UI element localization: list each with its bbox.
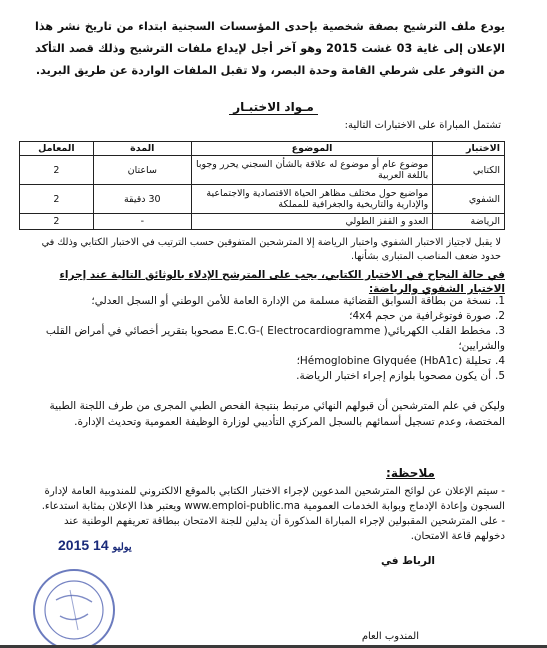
remarks-title: ملاحظة: [386,466,435,480]
header-subject: الموضوع [191,142,432,156]
list-number: 3. [494,325,505,337]
exam-table [19,141,505,230]
table-row [20,185,505,214]
final-paragraph: وليكن في علم المترشحين أن قبولهم النهائي مرتبط بنتيجة الفحص الطبي المجرى من طرف اللجنة الطبية المختصة، وعدم تسجيل أسمائهم بالسجل المركزي التأديبي لوزارة الوظيفة العمومية وتحديث الإدارة. [49,400,505,428]
cell-coefficient: 2 [20,156,94,185]
official-stamp [26,560,122,648]
header-coefficient: المعامل [20,142,94,156]
list-text: نسخة من بطاقة السوابق القضائية مسلمة من الإدارة العامة للأمن الوطني أو السجل العدلي؛ [91,295,491,307]
documents-list [33,294,505,384]
cell-subject: موضوع عام أو موضوع له علاقة بالشأن السجني يحرر وجوبا باللغة العربية [191,156,432,185]
section-heading [0,100,547,114]
intro-paragraph: يودع ملف الترشيح بصفة شخصية بإحدى المؤسسات السجنية ابتداء من تاريخ نشر هذا الإعلان إلى غاية 03 غشت 2015 وهو آخر أجل لإيداع ملفات الترشيح وذلك قصد التأكد من التوفر على شرطي القامة وحدة البصر، ولا تقبل الملفات الواردة عن طريق البريد. [35,20,505,77]
cell-test: الرياضة [433,214,505,230]
table-header-row [20,142,505,156]
cell-coefficient: 2 [20,214,94,230]
cell-duration: ساعتان [93,156,191,185]
section-heading-text: مـواد الاختبـار [229,100,318,115]
list-text: مخطط القلب الكهربائي( Electrocardiogramme )-E.C.G مصحوبا بتقرير أخصائي في أمراض القلب والشرايين؛ [45,325,505,352]
date-day: 14 [93,537,109,553]
list-number: 1. [494,295,505,307]
list-number: 5. [494,370,505,382]
table-row [20,214,505,230]
cell-test: الكتابي [433,156,505,185]
eligibility-note: لا يقبل لاجتياز الاختبار الشفوي واختبار الرياضة إلا المترشحين المتفوقين حسب الترتيب في الاختبار الكتابي وذلك في حدود ضعف المناصب المتبارى بشأنها. [41,237,501,262]
date-month: يوليو [112,542,132,553]
cell-test: الشفوي [433,185,505,214]
header-test: الاختبار [433,142,505,156]
success-heading: في حالة النجاح في الاختبار الكتابي، يجب على المترشح الإدلاء بالوثائق التالية عند إجراء الاختبار الشفوي والرياضة: [59,269,505,295]
list-item [33,309,505,324]
list-text: أن يكون مصحوبا بلوازم إجراء اختبار الرياضة. [296,370,491,382]
header-duration: المدة [93,142,191,156]
date-year: 2015 [58,537,90,553]
list-number: 2. [494,310,505,322]
cell-coefficient: 2 [20,185,94,214]
cell-duration: 30 دقيقة [93,185,191,214]
signatory-title: المندوب العام [361,631,419,642]
table-row [20,156,505,185]
cell-duration: - [93,214,191,230]
cell-subject: مواضيع حول مختلف مظاهر الحياة الاقتصادية والاجتماعية والإدارية والتاريخية والجغرافية للمملكة [191,185,432,214]
remarks-body [31,484,505,544]
section-subtitle: تشتمل المباراة على الاختبارات التالية: [344,120,501,131]
city-line: الرباط في [380,555,435,567]
remark-item: - سيتم الإعلان عن لوائح المترشحين المدعوين لإجراء الاختبار الكتابي بالموقع الالكتروني للمندوبية العامة لإدارة السجون وإعادة الإدماج وبوابة الخدمات العمومية www.emploi-public.ma ويعتبر هذا الإعلان بمثابة استدعاء. [41,486,505,512]
cell-subject: العدو و القفز الطولي [191,214,432,230]
date-stamp [58,537,132,553]
list-text: تحليلة (HbA1c) Hémoglobine Glyquée؛ [296,355,491,367]
list-item [33,294,505,309]
list-text: صورة فوتوغرافية من حجم 4x4؛ [349,310,491,322]
list-item [33,369,505,384]
list-item [33,324,505,354]
remark-item: - على المترشحين المقبولين لإجراء المباراة المذكورة أن يدلين للجنة الامتحان ببطاقة تعريفهم الوطنية عند دخولهم قاعة الامتحان. [64,516,505,542]
list-number: 4. [494,355,505,367]
list-item [33,354,505,369]
